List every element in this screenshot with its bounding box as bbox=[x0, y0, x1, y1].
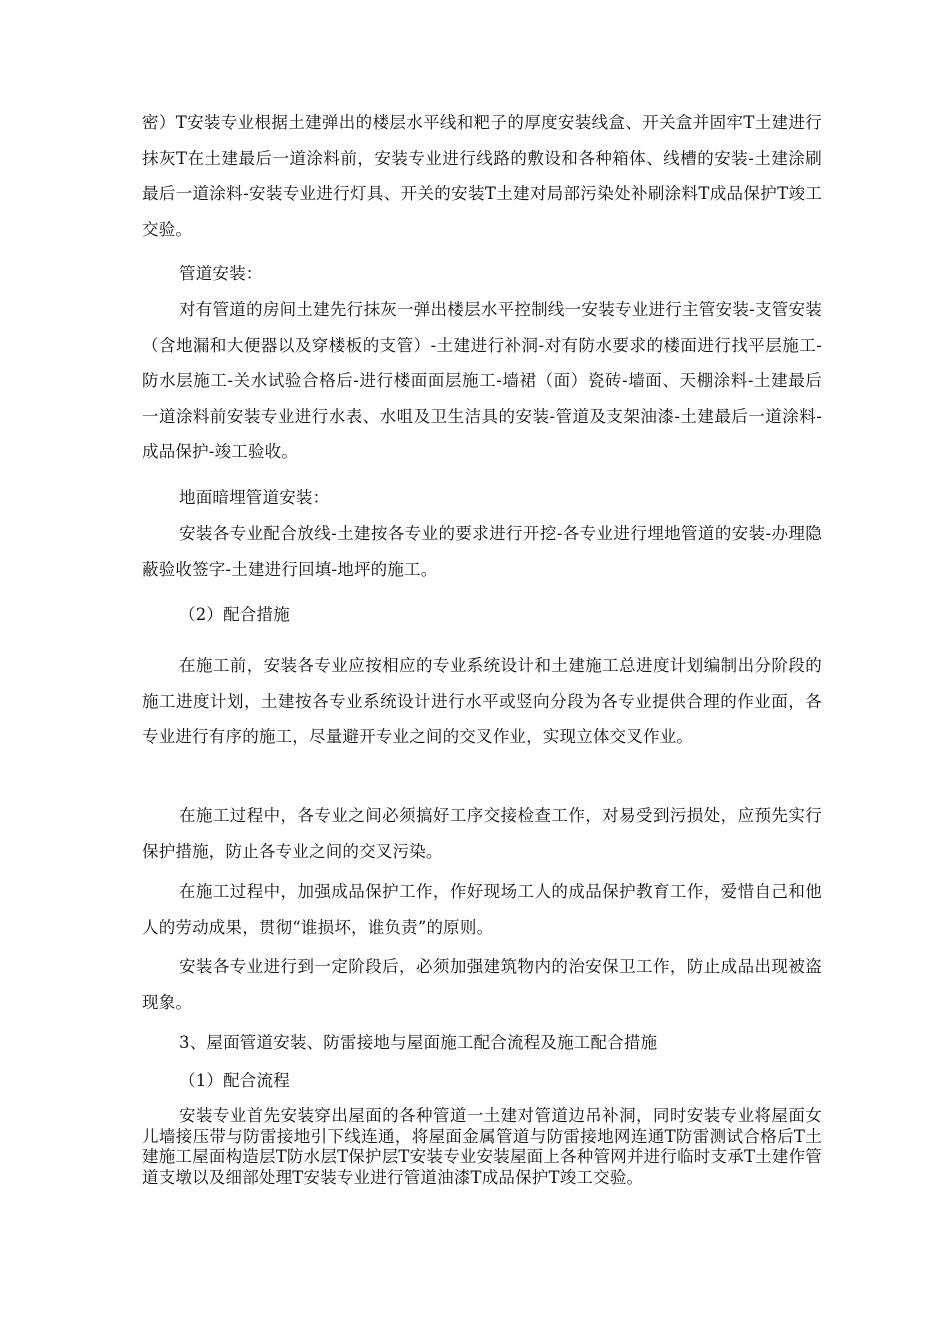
paragraph-electrical-sequence: 密）T安装专业根据土建弹出的楼层水平线和粑子的厚度安装线盒、开关盒并固牢T土建进行抹灰T在土建最后一道涂料前，安装专业进行线路的敷设和各种箱体、线槽的安装-土建涂刷最后一道涂料-安装专业进行灯具、开关的安装T土建对局部污染处补刷涂料T成品保护T竣工交验。 bbox=[142, 113, 822, 239]
paragraph-pipe-sequence: 对有管道的房间土建先行抹灰一弹出楼层水平控制线一安装专业进行主管安装-支管安装（含地漏和大便器以及穿楼板的支管）-土建进行补洞-对有防水要求的楼面进行找平层施工-防水层施工-关水试验合格后-进行楼面面层施工-墙裙（面）瓷砖-墙面、天棚涂料-土建最后一道涂料前安装专业进行水表、水咀及卫生洁具的安装-管道及支架油漆-土建最后一道涂料-成品保护-竣工验收。 bbox=[142, 300, 822, 461]
heading-roof-coordination: 3、屋面管道安装、防雷接地与屋面施工配合流程及施工配合措施 bbox=[179, 1033, 658, 1052]
paragraph-during-construction-inspection: 在施工过程中，各专业之间必须搞好工序交接检查工作，对易受到污损处，应预先实行保护措施，防止各专业之间的交叉污染。 bbox=[142, 806, 822, 861]
heading-coordination-process: （1）配合流程 bbox=[179, 1071, 290, 1090]
heading-pipe-installation: 管道安装： bbox=[179, 264, 263, 283]
heading-buried-pipe: 地面暗埋管道安装： bbox=[179, 488, 330, 507]
heading-coordination-measures: （2）配合措施 bbox=[179, 605, 290, 624]
paragraph-before-construction: 在施工前，安装各专业应按相应的专业系统设计和土建施工总进度计划编制出分阶段的施工进度计划，土建按各专业系统设计进行水平或竖向分段为各专业提供合理的作业面，各专业进行有序的施工，尽量避开专业之间的交叉作业，实现立体交叉作业。 bbox=[142, 656, 822, 746]
paragraph-security: 安装各专业进行到一定阶段后，必须加强建筑物内的治安保卫工作，防止成品出现被盗现象。 bbox=[142, 957, 822, 1012]
paragraph-buried-pipe-sequence: 安装各专业配合放线-土建按各专业的要求进行开挖-各专业进行埋地管道的安装-办理隐蔽验收签字-土建进行回填-地坪的施工。 bbox=[142, 524, 822, 579]
paragraph-roof-process: 安装专业首先安装穿出屋面的各种管道一土建对管道边吊补洞，同时安装专业将屋面女儿墙接压带与防雷接地引下线连通，将屋面金属管道与防雷接地网连通T防雷测试合格后T土建施工屋面构造层T防水层T保护层T安装专业安装屋面上各种管网并进行临时支承T土建作管道支墩以及细部处理T安装专业进行管道油漆T成品保护T竣工交验。 bbox=[142, 1106, 822, 1187]
paragraph-finished-product-protection: 在施工过程中，加强成品保护工作，作好现场工人的成品保护教育工作，爱惜自己和他人的劳动成果，贯彻“谁损坏，谁负责”的原则。 bbox=[142, 882, 822, 937]
